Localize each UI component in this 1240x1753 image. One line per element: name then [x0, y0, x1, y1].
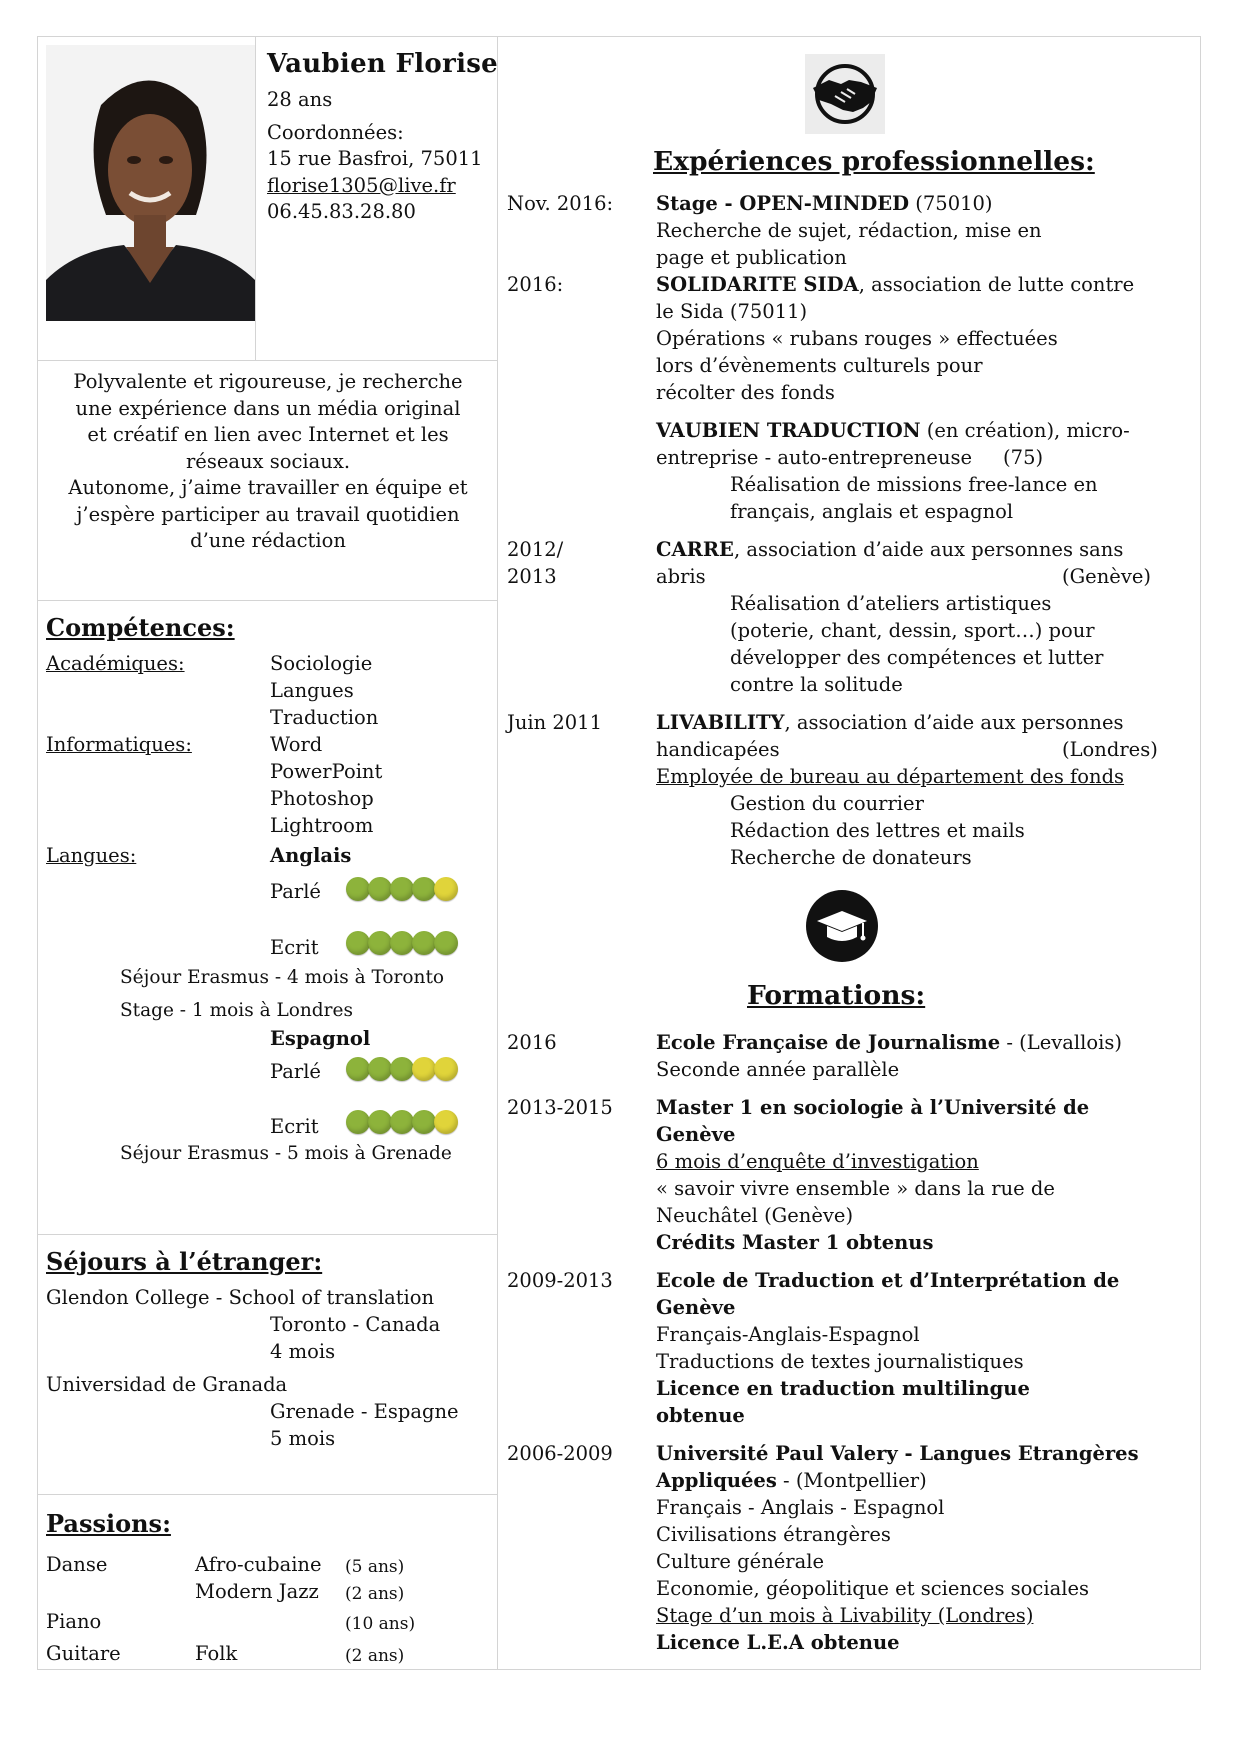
- graduation-cap-icon: [805, 889, 879, 963]
- sejours-title: Séjours à l’étranger:: [46, 1247, 323, 1276]
- exp-line: Recherche de sujet, rédaction, mise en: [656, 219, 1042, 242]
- exp-line: français, anglais et espagnol: [730, 500, 1014, 523]
- rating-dot-empty: [412, 1057, 436, 1081]
- rating-dot-filled: [368, 1110, 392, 1134]
- it-skill: Photoshop: [270, 787, 374, 810]
- summary-line: Polyvalente et rigoureuse, je recherche: [73, 370, 463, 393]
- exp-line: entreprise - auto-entrepreneuse (75): [656, 446, 1044, 469]
- exp-org: LIVABILITY: [656, 711, 785, 734]
- rating-dot-empty: [434, 1110, 458, 1134]
- exp-line: (poterie, chant, dessin, sport…) pour: [730, 619, 1095, 642]
- form-line: Culture générale: [656, 1550, 825, 1573]
- languages-label: Langues:: [46, 844, 137, 867]
- form-line: Seconde année parallèle: [656, 1058, 900, 1081]
- rating-dot-filled: [346, 877, 370, 901]
- exp-date: Nov. 2016:: [507, 192, 614, 215]
- form-title: [656, 1468, 927, 1495]
- spanish-written-rating: [346, 1110, 456, 1134]
- sejour-place: Toronto - Canada: [270, 1313, 441, 1336]
- exp-title: [656, 537, 1123, 564]
- exp-org: VAUBIEN TRADUCTION: [656, 419, 921, 442]
- sejour-school: Glendon College - School of translation: [46, 1286, 435, 1309]
- language-spanish: Espagnol: [270, 1027, 371, 1050]
- english-note: Stage - 1 mois à Londres: [120, 1000, 353, 1021]
- english-written-rating: [346, 931, 456, 955]
- piano-years: (10 ans): [345, 1614, 416, 1634]
- exp-location: (Londres): [1062, 738, 1158, 761]
- summary-line: Autonome, j’aime travailler en équipe et: [68, 476, 468, 499]
- it-skill: PowerPoint: [270, 760, 383, 783]
- rating-dot-filled: [390, 1057, 414, 1081]
- rating-dot-filled: [346, 1110, 370, 1134]
- contact-label: Coordonnées:: [267, 120, 404, 144]
- spanish-spoken-rating: [346, 1057, 456, 1081]
- form-school: Ecole de Traduction et d’Interprétation de: [656, 1269, 1120, 1292]
- form-school: Master 1 en sociologie à l’Université de: [656, 1096, 1090, 1119]
- exp-line: le Sida (75011): [656, 300, 808, 323]
- sejour-duration: 4 mois: [270, 1340, 336, 1363]
- english-spoken-label: Parlé: [270, 880, 321, 903]
- rating-dot-filled: [368, 931, 392, 955]
- form-underlined: 6 mois d’enquête d’investigation: [656, 1150, 979, 1173]
- summary-text: [38, 361, 498, 555]
- passions-box: [38, 1495, 498, 1671]
- exp-date: 2016:: [507, 273, 564, 296]
- sejour-duration: 5 mois: [270, 1427, 336, 1450]
- exp-line: lors d’évènements culturels pour: [656, 354, 983, 377]
- form-date: 2006-2009: [507, 1442, 613, 1465]
- exp-org-rest: (75010): [909, 192, 993, 215]
- rating-dot-filled: [346, 1057, 370, 1081]
- exp-date: 2012/: [507, 538, 564, 561]
- rating-dot-filled: [390, 877, 414, 901]
- rating-dot-filled: [390, 931, 414, 955]
- form-date: 2009-2013: [507, 1269, 613, 1292]
- person-address: 15 rue Basfroi, 75011: [267, 147, 483, 170]
- person-age: 28 ans: [267, 88, 333, 111]
- danse-style: Modern Jazz: [195, 1580, 319, 1603]
- academic-skill: Sociologie: [270, 652, 373, 675]
- exp-org: SOLIDARITE SIDA: [656, 273, 859, 296]
- form-line: Economie, géopolitique et sciences sociales: [656, 1577, 1089, 1600]
- form-result: Licence L.E.A obtenue: [656, 1631, 900, 1654]
- form-title: [656, 1030, 1122, 1057]
- passion-piano: Piano: [46, 1610, 102, 1633]
- form-result: Crédits Master 1 obtenus: [656, 1231, 934, 1254]
- form-line: Français-Anglais-Espagnol: [656, 1323, 920, 1346]
- form-school: Ecole Française de Journalisme: [656, 1031, 1001, 1054]
- rating-dot-filled: [412, 1110, 436, 1134]
- rating-dot-filled: [390, 1110, 414, 1134]
- exp-org-rest: , association de lutte contre: [858, 273, 1135, 296]
- exp-title: [656, 191, 993, 218]
- exp-org-rest: , association d’aide aux personnes sans: [733, 538, 1124, 561]
- sejour-school: Universidad de Granada: [46, 1373, 288, 1396]
- exp-role: Employée de bureau au département des fonds: [656, 765, 1125, 788]
- exp-title: [656, 272, 1134, 299]
- form-school-rest: - (Levallois): [1000, 1031, 1122, 1054]
- email-link[interactable]: florise1305@live.fr: [267, 173, 456, 197]
- exp-line: abris: [656, 565, 706, 588]
- rating-dot-filled: [368, 877, 392, 901]
- spanish-note: Séjour Erasmus - 5 mois à Grenade: [120, 1143, 452, 1164]
- person-name: Vaubien Florise: [267, 49, 499, 79]
- exp-line: Recherche de donateurs: [730, 846, 972, 869]
- form-school-rest: - (Montpellier): [776, 1469, 927, 1492]
- exp-line: Rédaction des lettres et mails: [730, 819, 1025, 842]
- english-note: Séjour Erasmus - 4 mois à Toronto: [120, 967, 445, 988]
- form-date: 2016: [507, 1031, 557, 1054]
- exp-org: CARRE: [656, 538, 734, 561]
- it-skill: Word: [270, 733, 323, 756]
- rating-dot-filled: [368, 1057, 392, 1081]
- guitare-years: (2 ans): [345, 1646, 405, 1666]
- exp-org-rest: (en création), micro-: [920, 419, 1130, 442]
- rating-dot-empty: [434, 877, 458, 901]
- form-school: Genève: [656, 1123, 736, 1146]
- english-written-label: Ecrit: [270, 936, 319, 959]
- language-english: Anglais: [270, 844, 352, 867]
- profile-photo: [46, 45, 255, 321]
- sejours-box: [38, 1235, 498, 1495]
- academic-skill: Traduction: [270, 706, 379, 729]
- exp-line: Réalisation de missions free-lance en: [730, 473, 1098, 496]
- form-line: « savoir vivre ensemble » dans la rue de: [656, 1177, 1055, 1200]
- danse-years: (5 ans): [345, 1557, 405, 1577]
- form-underlined: Stage d’un mois à Livability (Londres): [656, 1604, 1034, 1627]
- competences-box: [38, 601, 498, 1235]
- competences-title: Compétences:: [46, 613, 235, 642]
- summary-line: une expérience dans un média original: [75, 396, 461, 420]
- form-line: Traductions de textes journalistiques: [656, 1350, 1024, 1373]
- exp-title: [656, 418, 1130, 445]
- form-line: Civilisations étrangères: [656, 1523, 891, 1546]
- rating-dot-filled: [412, 877, 436, 901]
- exp-line: Gestion du courrier: [730, 792, 924, 815]
- identity-block: [255, 37, 498, 360]
- form-date: 2013-2015: [507, 1096, 613, 1119]
- exp-date: 2013: [507, 565, 557, 588]
- it-label: Informatiques:: [46, 733, 192, 756]
- summary-line: réseaux sociaux.: [185, 449, 351, 473]
- exp-line: développer des compétences et lutter: [730, 646, 1104, 669]
- academic-label: Académiques:: [46, 652, 185, 675]
- summary-line: j’espère participer au travail quotidien: [76, 502, 460, 526]
- spanish-written-label: Ecrit: [270, 1115, 319, 1138]
- cv-page: [37, 36, 1201, 1670]
- form-line: Français - Anglais - Espagnol: [656, 1496, 945, 1519]
- exp-line: handicapées: [656, 738, 780, 761]
- rating-dot-empty: [434, 1057, 458, 1081]
- passions-title: Passions:: [46, 1509, 171, 1538]
- exp-org-rest: , association d’aide aux personnes: [784, 711, 1124, 734]
- summary-line: d’une rédaction: [190, 529, 346, 552]
- handshake-icon: [805, 54, 885, 134]
- form-school: Appliquées: [656, 1469, 777, 1492]
- rating-dot-filled: [412, 931, 436, 955]
- form-school: Université Paul Valery - Langues Etrangères: [656, 1442, 1139, 1465]
- form-line: Neuchâtel (Genève): [656, 1204, 854, 1227]
- danse-style: Afro-cubaine: [195, 1553, 322, 1576]
- exp-line: Opérations « rubans rouges » effectuées: [656, 327, 1058, 350]
- exp-date: Juin 2011: [507, 711, 602, 734]
- exp-line: Réalisation d’ateliers artistiques: [730, 592, 1052, 615]
- academic-skill: Langues: [270, 679, 354, 702]
- experiences-title: Expériences professionnelles:: [653, 146, 1095, 177]
- form-result: obtenue: [656, 1404, 745, 1427]
- exp-line: récolter des fonds: [656, 381, 835, 404]
- sejour-place: Grenade - Espagne: [270, 1400, 459, 1423]
- header-box: [38, 37, 498, 361]
- formations-title: Formations:: [747, 980, 926, 1011]
- spanish-spoken-label: Parlé: [270, 1060, 321, 1083]
- left-column: [38, 37, 498, 1669]
- guitare-style: Folk: [195, 1642, 238, 1665]
- right-column: [499, 37, 1202, 1669]
- rating-dot-filled: [346, 931, 370, 955]
- exp-location: (Genève): [1062, 565, 1151, 588]
- passion-guitare: Guitare: [46, 1642, 121, 1665]
- summary-line: et créatif en lien avec Internet et les: [87, 423, 449, 446]
- danse-years: (2 ans): [345, 1584, 405, 1604]
- form-school: Genève: [656, 1296, 736, 1319]
- exp-line: contre la solitude: [730, 673, 903, 696]
- summary-box: [38, 361, 498, 601]
- form-result: Licence en traduction multilingue: [656, 1377, 1030, 1400]
- person-phone: 06.45.83.28.80: [267, 200, 416, 223]
- portrait-image: [46, 45, 255, 321]
- exp-line: page et publication: [656, 246, 847, 269]
- passion-danse: Danse: [46, 1553, 108, 1576]
- english-spoken-rating: [346, 877, 456, 901]
- it-skill: Lightroom: [270, 814, 374, 837]
- exp-org: Stage - OPEN-MINDED: [656, 192, 910, 215]
- exp-title: [656, 710, 1124, 737]
- rating-dot-filled: [434, 931, 458, 955]
